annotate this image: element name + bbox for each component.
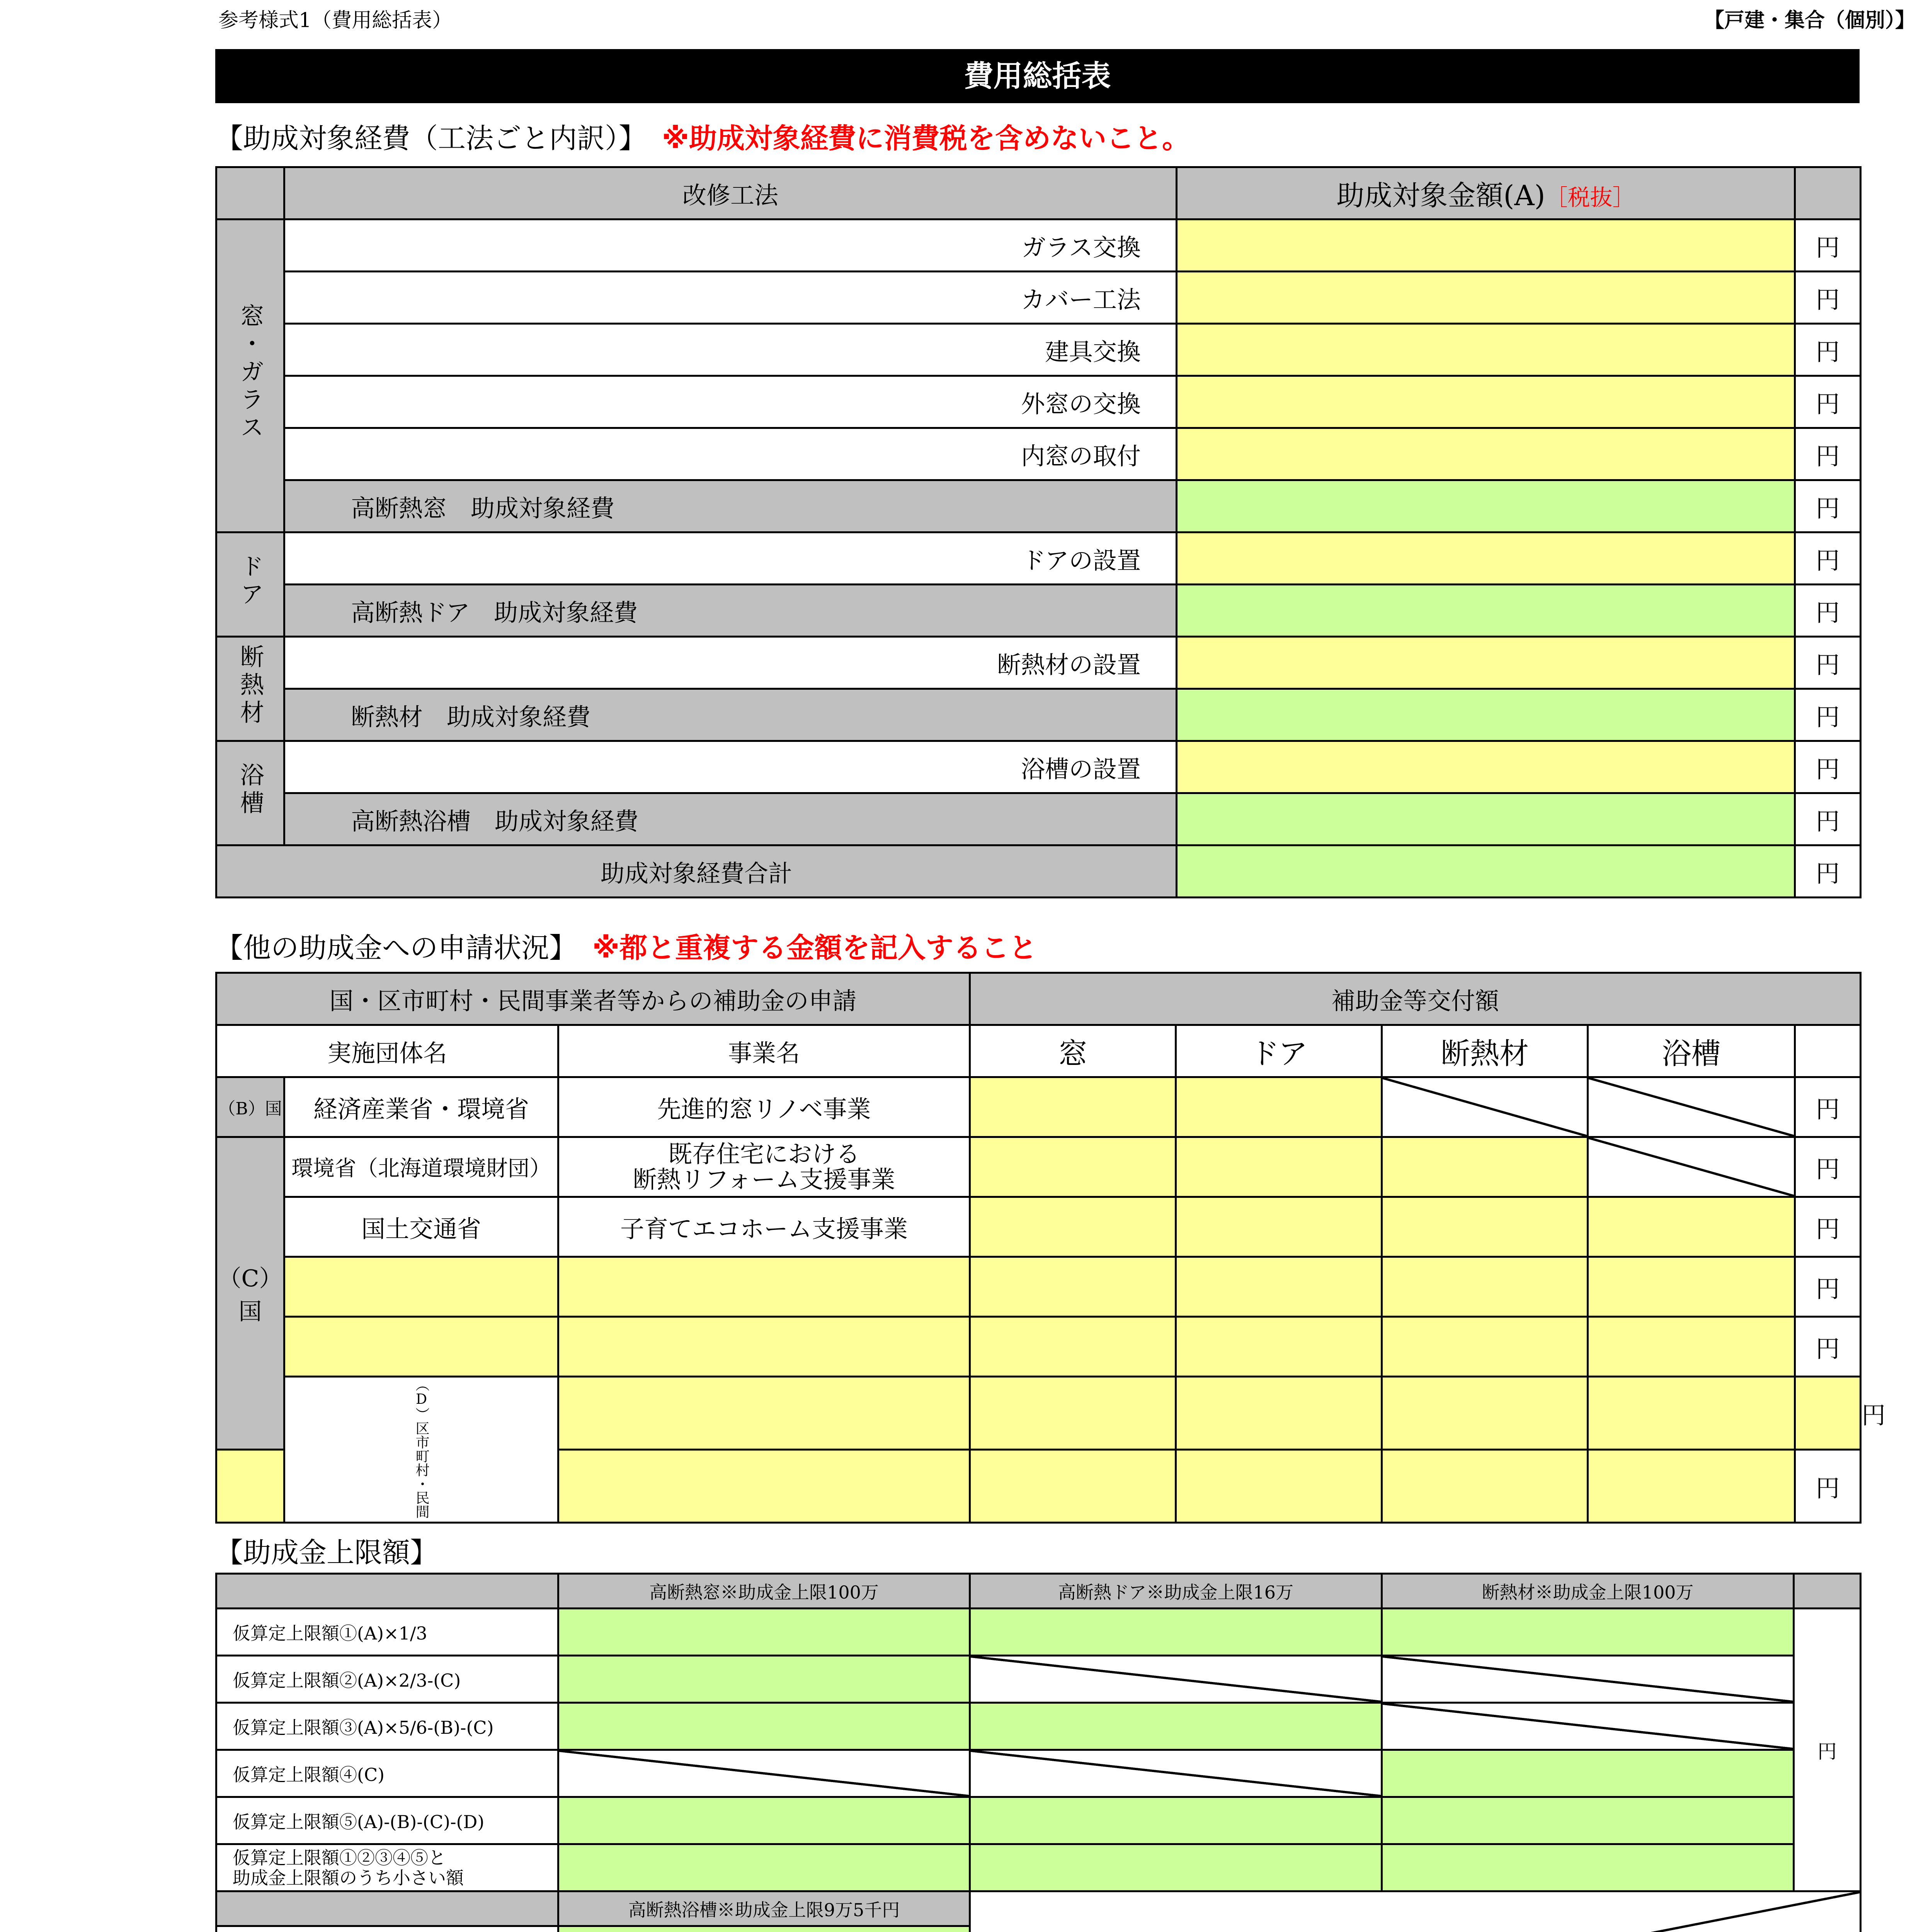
group-insulation bbox=[216, 637, 284, 741]
inner-window-amount-input[interactable] bbox=[1177, 428, 1795, 480]
limit-yen-header bbox=[1794, 1574, 1861, 1609]
limit-row-3: 仮算定上限額③(A)×5/6-(B)-(C) bbox=[216, 1703, 558, 1750]
limit-table bbox=[215, 1573, 1862, 1932]
window-subtotal-value bbox=[1177, 480, 1795, 532]
limit5-insulation bbox=[1382, 1797, 1794, 1844]
limit1-insulation bbox=[1382, 1609, 1794, 1656]
c2-door-input[interactable] bbox=[1176, 1197, 1382, 1257]
limit-row-2: 仮算定上限額②(A)×2/3-(C) bbox=[216, 1656, 558, 1703]
group-insulation-label: 断熱材 bbox=[236, 644, 264, 728]
row-insulation-subtotal-label: 断熱材 助成対象経費 bbox=[284, 689, 1177, 741]
limit-min-insulation bbox=[1382, 1844, 1794, 1891]
insulation-amount-input[interactable] bbox=[1177, 637, 1795, 689]
d2-org-input[interactable] bbox=[216, 1450, 284, 1523]
limit3-door bbox=[970, 1703, 1382, 1750]
expense-total-value bbox=[1177, 845, 1795, 898]
c4-project-input[interactable] bbox=[558, 1317, 970, 1377]
building-type-label: 【戸建・集合（個別）】 bbox=[1704, 9, 1916, 32]
limit-corner bbox=[216, 1574, 558, 1609]
yen-unit: 円 bbox=[1795, 637, 1861, 689]
expense-table bbox=[215, 166, 1862, 898]
c1-bathtub-disabled bbox=[1588, 1137, 1795, 1197]
limit1-door bbox=[970, 1609, 1382, 1656]
col-apply-header: 国・区市町村・民間事業者等からの補助金の申請 bbox=[216, 973, 970, 1025]
row-total-label: 助成対象経費合計 bbox=[216, 845, 1177, 898]
c4-bathtub-input[interactable] bbox=[1588, 1317, 1795, 1377]
insulation-subtotal-value bbox=[1177, 689, 1795, 741]
row-bathtub-install-label: 浴槽の設置 bbox=[284, 741, 1177, 793]
limit-col-window: 高断熱窓※助成金上限100万 bbox=[558, 1574, 970, 1609]
section-other-grants-title bbox=[215, 925, 1037, 966]
group-door bbox=[216, 532, 284, 637]
limit2-insulation-disabled bbox=[1382, 1656, 1794, 1703]
c4-window-input[interactable] bbox=[970, 1317, 1176, 1377]
limit3-insulation-disabled bbox=[1382, 1703, 1794, 1750]
row-inner-window-label: 内窓の取付 bbox=[284, 428, 1177, 480]
d1-project-input[interactable] bbox=[970, 1377, 1176, 1450]
bathtub-amount-input[interactable] bbox=[1177, 741, 1795, 793]
door-subtotal-value bbox=[1177, 585, 1795, 637]
col-door-header: ドア bbox=[1176, 1025, 1382, 1077]
yen-unit: 円 bbox=[1795, 532, 1861, 585]
row-fixture-label: 建具交換 bbox=[284, 324, 1177, 376]
limit-col-insulation: 断熱材※助成金上限100万 bbox=[1382, 1574, 1794, 1609]
project-window-renovation: 先進的窓リノベ事業 bbox=[558, 1077, 970, 1137]
row-outer-window-label: 外窓の交換 bbox=[284, 376, 1177, 428]
limit3-window bbox=[558, 1703, 970, 1750]
c2-bathtub-input[interactable] bbox=[1588, 1197, 1795, 1257]
form-reference: 参考様式1（費用総括表） bbox=[218, 9, 453, 32]
d1-bathtub-input[interactable] bbox=[1795, 1377, 1861, 1450]
project-line-1: 既存住宅における bbox=[668, 1140, 860, 1168]
limit5-door bbox=[970, 1797, 1382, 1844]
bath-limit-row-1 bbox=[216, 1926, 558, 1932]
section-limit-title: 【助成金上限額】 bbox=[215, 1536, 438, 1569]
limit4-insulation bbox=[1382, 1750, 1794, 1797]
limit-col-bathtub: 高断熱浴槽※助成金上限9万5千円 bbox=[558, 1891, 970, 1926]
c2-insulation-input[interactable] bbox=[1382, 1197, 1588, 1257]
col-window-header: 窓 bbox=[970, 1025, 1176, 1077]
c1-insulation-input[interactable] bbox=[1382, 1137, 1588, 1197]
c4-door-input[interactable] bbox=[1176, 1317, 1382, 1377]
yen-header-cell bbox=[1795, 1025, 1861, 1077]
row-glass-label: ガラス交換 bbox=[284, 219, 1177, 272]
yen-header-cell bbox=[1795, 167, 1861, 219]
yen-unit: 円 bbox=[1795, 585, 1861, 637]
page-title: 費用総括表 bbox=[215, 49, 1860, 103]
col-project-header: 事業名 bbox=[558, 1025, 970, 1077]
col-method-header: 改修工法 bbox=[284, 167, 1177, 219]
duplicate-warning: ※都と重複する金額を記入すること bbox=[592, 932, 1037, 964]
section-expense-title bbox=[215, 116, 1190, 156]
c3-project-input[interactable] bbox=[558, 1257, 970, 1317]
yen-unit: 円 bbox=[1795, 1317, 1861, 1377]
limit1-window bbox=[558, 1609, 970, 1656]
c3-door-input[interactable] bbox=[1176, 1257, 1382, 1317]
limit-row-5: 仮算定上限額⑤(A)-(B)-(C)-(D) bbox=[216, 1797, 558, 1844]
yen-unit: 円 bbox=[1795, 793, 1861, 845]
d2-window-input[interactable] bbox=[970, 1450, 1176, 1523]
yen-unit: 円 bbox=[1795, 219, 1861, 272]
c2-window-input[interactable] bbox=[970, 1197, 1176, 1257]
limit-min-line-2: 助成金上限額のうち小さい額 bbox=[233, 1867, 464, 1888]
cover-amount-input[interactable] bbox=[1177, 272, 1795, 324]
b-insulation-disabled bbox=[1382, 1077, 1588, 1137]
row-bathtub-subtotal-label: 高断熱浴槽 助成対象経費 bbox=[284, 793, 1177, 845]
limit2-window bbox=[558, 1656, 970, 1703]
yen-unit: 円 bbox=[1794, 1609, 1861, 1891]
org-meti: 経済産業省・環境省 bbox=[284, 1077, 558, 1137]
yen-unit: 円 bbox=[1795, 1077, 1861, 1137]
col-grant-header: 補助金等交付額 bbox=[970, 973, 1861, 1025]
glass-amount-input[interactable] bbox=[1177, 219, 1795, 272]
yen-unit: 円 bbox=[1795, 272, 1861, 324]
corner-cell bbox=[216, 167, 284, 219]
yen-unit: 円 bbox=[1795, 1197, 1861, 1257]
yen-unit: 円 bbox=[1795, 845, 1861, 898]
project-insulation-reform bbox=[558, 1137, 970, 1197]
group-window-label: 窓・ガラス bbox=[236, 303, 264, 442]
c1-door-input[interactable] bbox=[1176, 1137, 1382, 1197]
limit5-window bbox=[558, 1797, 970, 1844]
col-amount-header bbox=[1177, 167, 1795, 219]
label-c-national: （C）国 bbox=[216, 1137, 284, 1450]
c3-insulation-input[interactable] bbox=[1382, 1257, 1588, 1317]
yen-unit: 円 bbox=[1795, 480, 1861, 532]
fixture-amount-input[interactable] bbox=[1177, 324, 1795, 376]
yen-unit: 円 bbox=[1795, 1137, 1861, 1197]
c3-window-input[interactable] bbox=[970, 1257, 1176, 1317]
col-insulation-header: 断熱材 bbox=[1382, 1025, 1588, 1077]
d1-door-input[interactable] bbox=[1382, 1377, 1588, 1450]
org-moe: 環境省（北海道環境財団） bbox=[284, 1137, 558, 1197]
limit-min-line-1: 仮算定上限額①②③④⑤と bbox=[233, 1847, 446, 1868]
limit-row-min bbox=[216, 1844, 558, 1891]
row-door-subtotal-label: 高断熱ドア 助成対象経費 bbox=[284, 585, 1177, 637]
limit4-door-disabled bbox=[970, 1750, 1382, 1797]
d2-insulation-input[interactable] bbox=[1382, 1450, 1588, 1523]
other-grants-table: 国・区市町村・民間事業者等からの補助金の申請 補助金等交付額 実施団体名 事業名 窓 ドア 断熱材 浴槽 （B）国 経済産業省・環境省 先進的窓リノベ事業 円 （C）国 環境省（北海道環境財団） 既存住宅における 断熱リフォーム支援事業 円 国土交通省 子育てエコホーム支援事業 円 円 円 （D）区市町村・民間 円 円 bbox=[215, 972, 1862, 1524]
b-bathtub-disabled bbox=[1588, 1077, 1795, 1137]
c3-org-input[interactable] bbox=[284, 1257, 558, 1317]
c1-window-input[interactable] bbox=[970, 1137, 1176, 1197]
bath-limit-corner bbox=[216, 1891, 558, 1926]
row-insulation-install-label: 断熱材の設置 bbox=[284, 637, 1177, 689]
yen-unit: 円 bbox=[1795, 1257, 1861, 1317]
d1-org-input[interactable] bbox=[558, 1377, 970, 1450]
bathtub-subtotal-value bbox=[1177, 793, 1795, 845]
door-amount-input[interactable] bbox=[1177, 532, 1795, 585]
yen-unit: 円 bbox=[1795, 1450, 1861, 1523]
limit4-window-disabled bbox=[558, 1750, 970, 1797]
section-expense-heading: 【助成対象経費（工法ごと内訳）】 bbox=[215, 122, 647, 155]
limit-row-1: 仮算定上限額①(A)×1/3 bbox=[216, 1609, 558, 1656]
tax-excluded-label: ［税抜］ bbox=[1545, 184, 1635, 211]
limit-row-4: 仮算定上限額④(C) bbox=[216, 1750, 558, 1797]
c4-insulation-input[interactable] bbox=[1382, 1317, 1588, 1377]
d1-window-input[interactable] bbox=[1176, 1377, 1382, 1450]
tax-warning: ※助成対象経費に消費税を含めないこと。 bbox=[662, 122, 1190, 155]
yen-unit: 円 bbox=[1795, 741, 1861, 793]
limit-min-window bbox=[558, 1844, 970, 1891]
yen-unit: 円 bbox=[1795, 376, 1861, 428]
bath-limit1 bbox=[558, 1926, 970, 1932]
label-d-text: （D）区市町村・民間 bbox=[413, 1378, 429, 1519]
c4-org-input[interactable] bbox=[284, 1317, 558, 1377]
group-window bbox=[216, 219, 284, 532]
b-window-input[interactable] bbox=[970, 1077, 1176, 1137]
d2-project-input[interactable] bbox=[558, 1450, 970, 1523]
d1-insulation-input[interactable] bbox=[1588, 1377, 1795, 1450]
group-door-label: ドア bbox=[236, 554, 264, 609]
col-bathtub-header: 浴槽 bbox=[1588, 1025, 1795, 1077]
project-kosodate-eco: 子育てエコホーム支援事業 bbox=[558, 1197, 970, 1257]
amount-header-label: 助成対象金額(A) bbox=[1336, 179, 1545, 212]
yen-unit: 円 bbox=[1795, 689, 1861, 741]
bath-limit-disabled-area bbox=[970, 1891, 1861, 1932]
label-b-national: （B）国 bbox=[216, 1077, 284, 1137]
group-bathtub-label: 浴槽 bbox=[236, 762, 264, 818]
row-window-subtotal-label: 高断熱窓 助成対象経費 bbox=[284, 480, 1177, 532]
c3-bathtub-input[interactable] bbox=[1588, 1257, 1795, 1317]
limit2-door-disabled bbox=[970, 1656, 1382, 1703]
row-cover-label: カバー工法 bbox=[284, 272, 1177, 324]
limit-min-door bbox=[970, 1844, 1382, 1891]
d2-bathtub-input[interactable] bbox=[1588, 1450, 1795, 1523]
col-org-header: 実施団体名 bbox=[216, 1025, 558, 1077]
yen-unit: 円 bbox=[1795, 324, 1861, 376]
group-bathtub bbox=[216, 741, 284, 845]
row-door-install-label: ドアの設置 bbox=[284, 532, 1177, 585]
label-d-local bbox=[284, 1377, 558, 1523]
limit-col-door: 高断熱ドア※助成金上限16万 bbox=[970, 1574, 1382, 1609]
project-line-2: 断熱リフォーム支援事業 bbox=[633, 1165, 895, 1194]
org-mlit: 国土交通省 bbox=[284, 1197, 558, 1257]
d2-door-input[interactable] bbox=[1176, 1450, 1382, 1523]
yen-unit: 円 bbox=[1795, 428, 1861, 480]
other-grants-heading: 【他の助成金への申請状況】 bbox=[215, 932, 577, 964]
b-door-input[interactable] bbox=[1176, 1077, 1382, 1137]
outer-window-amount-input[interactable] bbox=[1177, 376, 1795, 428]
